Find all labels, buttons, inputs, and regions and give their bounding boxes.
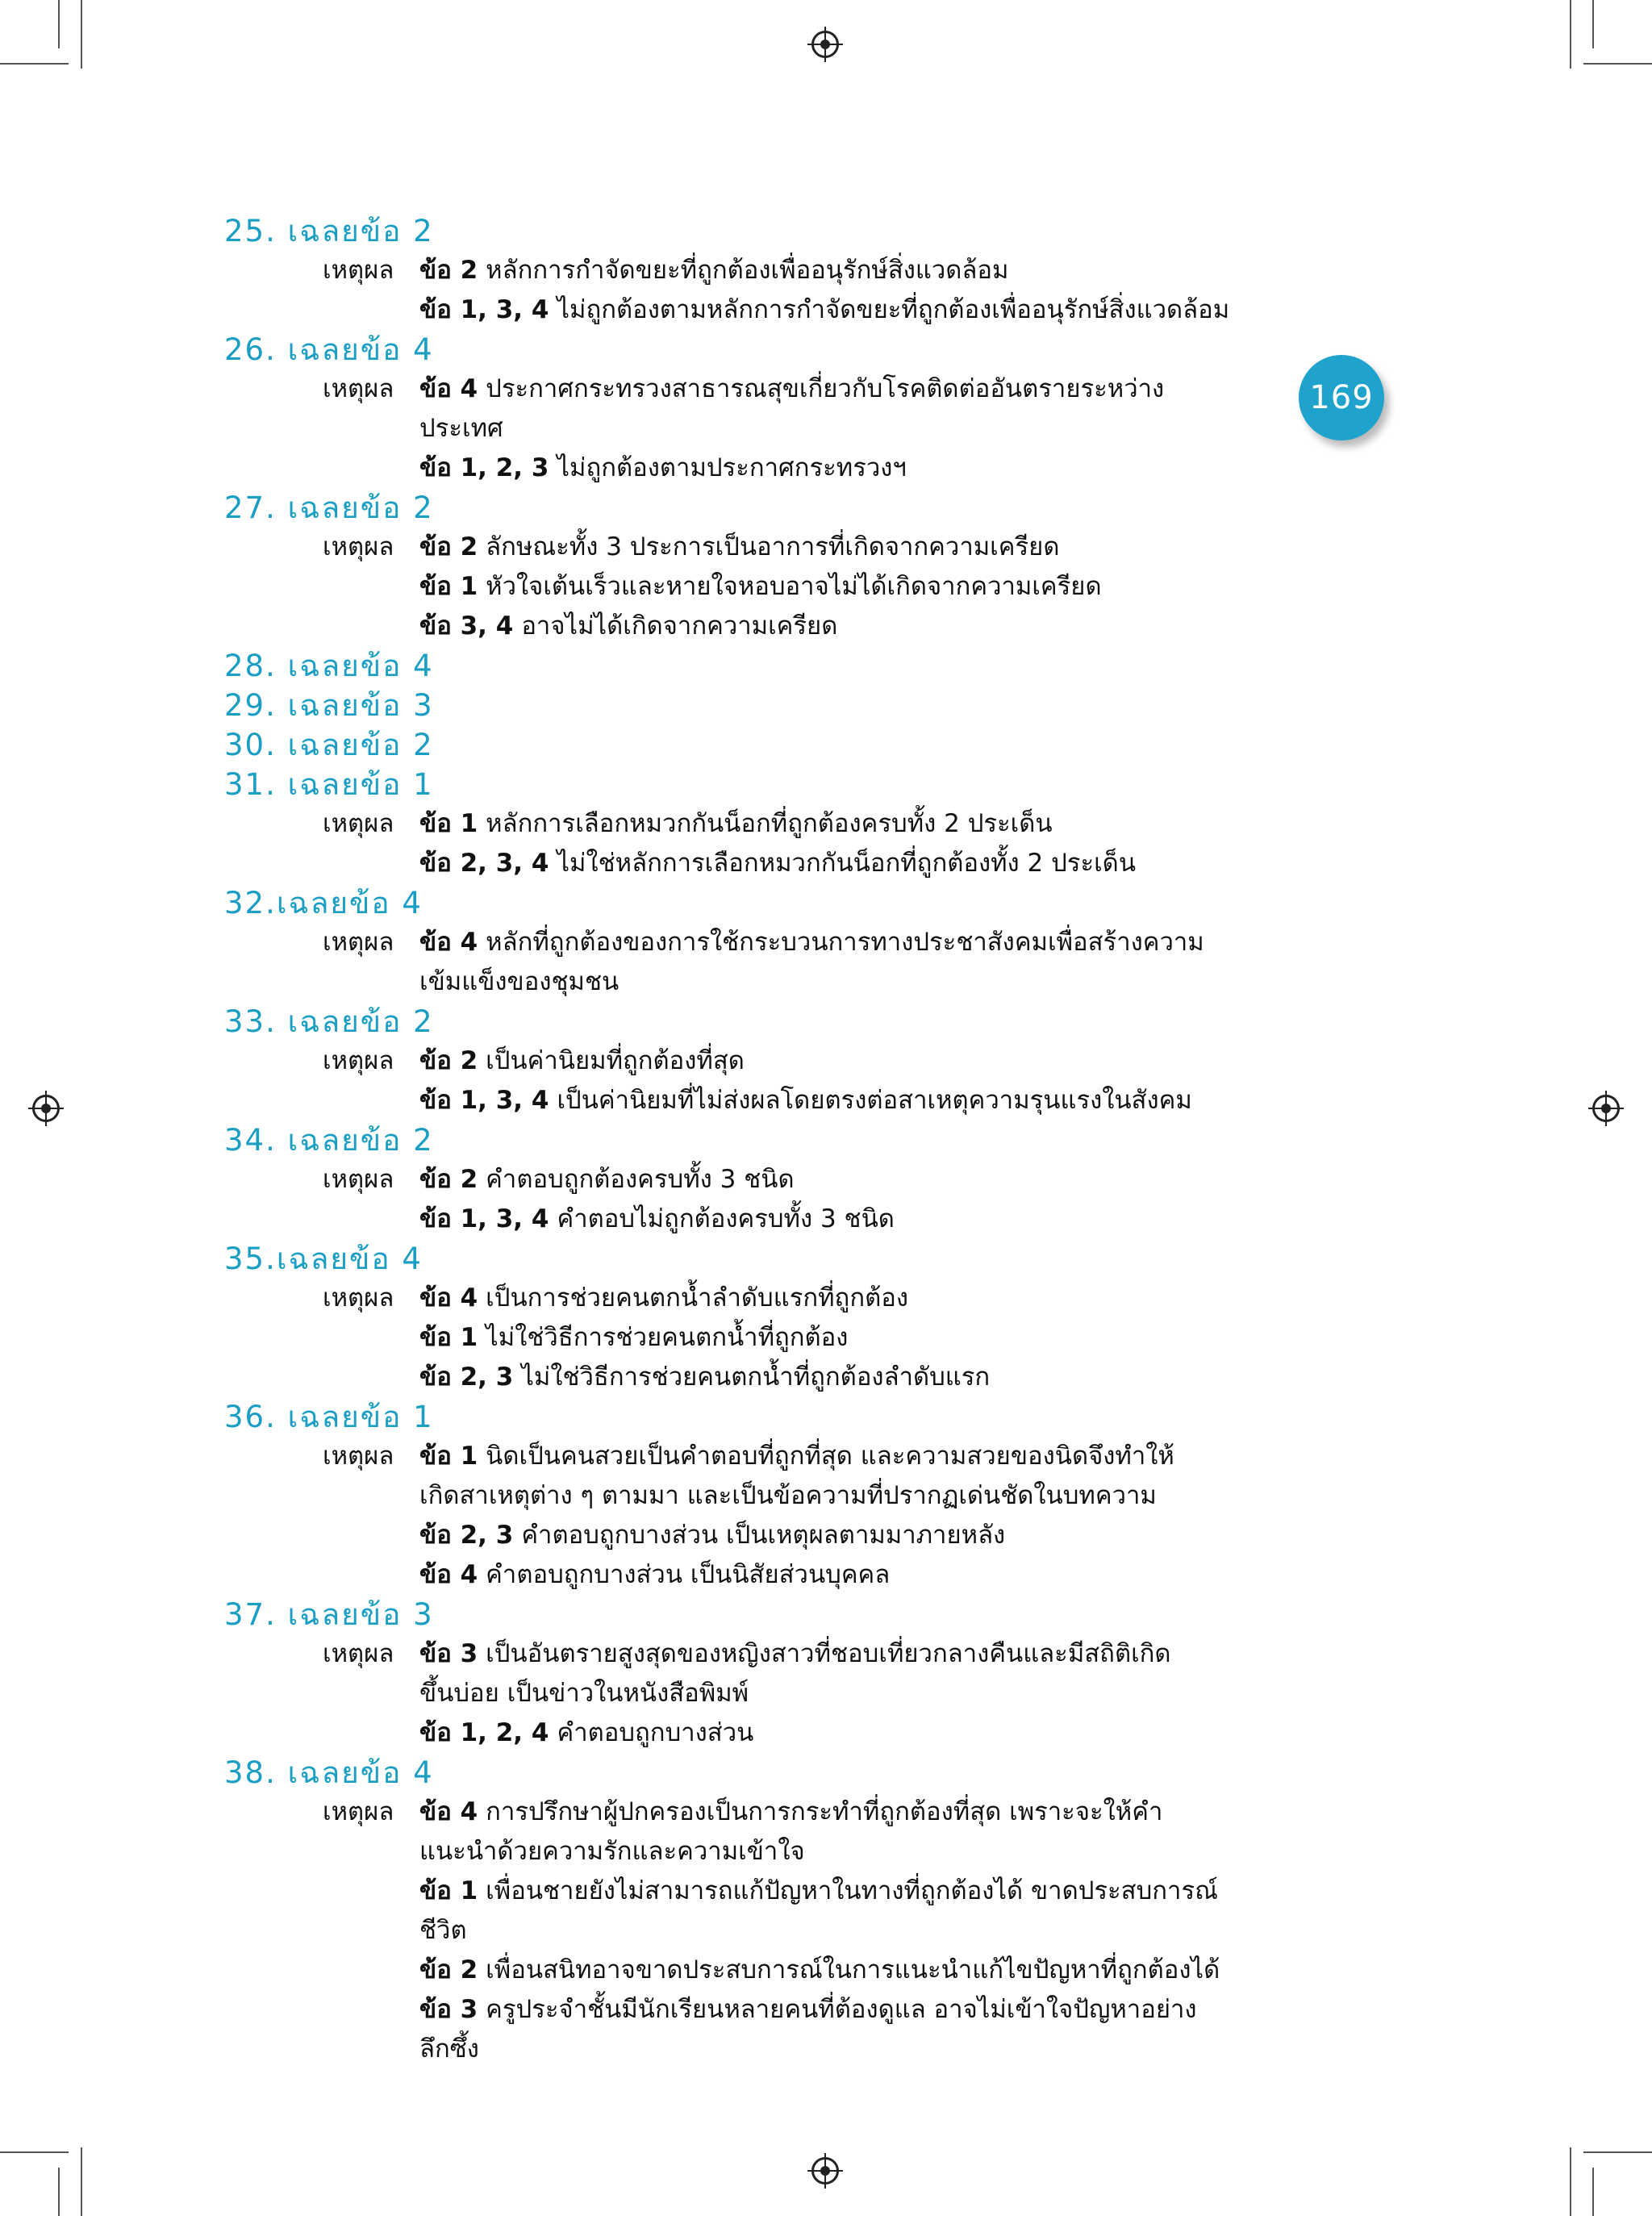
option-label: ข้อ 4	[419, 374, 478, 403]
reason-text: อาจไม่ได้เกิดจากความเครียด	[521, 611, 838, 641]
answer-heading: 32.เฉลยข้อ 4	[224, 886, 423, 920]
reason-line	[419, 923, 1233, 962]
crop-mark	[1583, 2151, 1652, 2153]
reason-text: ไม่ถูกต้องตามหลักการกำจัดขยะที่ถูกต้องเพื่ออนุรักษ์สิ่งแวดล้อม	[557, 295, 1230, 324]
reason-line	[419, 528, 1233, 567]
option-label: ข้อ 3, 4	[419, 611, 514, 641]
option-label: ข้อ 2, 3, 4	[419, 849, 549, 878]
reason-line	[419, 1081, 1233, 1121]
reason-continuation: แนะนำด้วยความรักและความเข้าใจ	[419, 1837, 805, 1866]
answer-heading: 33. เฉลยข้อ 2	[224, 1004, 434, 1039]
answer-heading: 26. เฉลยข้อ 4	[224, 332, 434, 367]
reason-text: เพื่อนสนิทอาจขาดประสบการณ์ในการแนะนำแก้ไขปัญหาที่ถูกต้องได้	[486, 1955, 1220, 1984]
option-label: ข้อ 2	[419, 1165, 478, 1194]
reason-text: เป็นค่านิยมที่ไม่ส่งผลโดยตรงต่อสาเหตุความรุนแรงในสังคม	[557, 1086, 1192, 1115]
crop-mark	[0, 63, 69, 65]
option-label: ข้อ 1, 3, 4	[419, 295, 549, 324]
reason-text: ไม่ใช่วิธีการช่วยคนตกน้ำที่ถูกต้อง	[486, 1323, 849, 1352]
reason-lines	[419, 923, 1233, 1002]
reason-line	[419, 1200, 1233, 1239]
reason-text: เพื่อนชายยังไม่สามารถแก้ปัญหาในทางที่ถูกต้องได้ ขาดประสบการณ์	[486, 1876, 1218, 1905]
answer-item	[224, 1002, 1233, 1121]
reason-text: ไม่ใช่หลักการเลือกหมวกกันน็อกที่ถูกต้องทั้ง 2 ประเด็น	[557, 849, 1137, 878]
reason-line	[419, 1041, 1233, 1081]
answer-item	[224, 765, 1233, 883]
answer-heading: 36. เฉลยข้อ 1	[224, 1400, 434, 1434]
reason-block	[224, 1160, 1233, 1239]
reason-continuation: ประเทศ	[419, 414, 503, 443]
registration-mark-icon	[1592, 1095, 1620, 1122]
reason-block	[224, 923, 1233, 1002]
answer-item	[224, 883, 1233, 1002]
reason-lines	[419, 251, 1233, 330]
crop-mark	[1570, 2147, 1571, 2216]
option-label: ข้อ 1	[419, 1323, 478, 1352]
answer-heading: 27. เฉลยข้อ 2	[224, 490, 434, 525]
reason-lines	[419, 1279, 1233, 1397]
answer-item	[224, 1397, 1233, 1595]
reason-label: เหตุผล	[323, 1046, 394, 1075]
reason-continuation: เข้มแข็งของชุมชน	[419, 967, 620, 996]
reason-line	[419, 1437, 1233, 1476]
option-label: ข้อ 3	[419, 1639, 478, 1668]
reason-label: เหตุผล	[323, 1442, 394, 1471]
reason-label: เหตุผล	[323, 1639, 394, 1668]
reason-text: คำตอบถูกบางส่วน เป็นนิสัยส่วนบุคคล	[486, 1560, 891, 1589]
reason-line	[419, 567, 1233, 607]
answer-item	[224, 211, 1233, 330]
crop-mark	[81, 2147, 82, 2216]
reason-block	[224, 1279, 1233, 1397]
answer-heading: 25. เฉลยข้อ 2	[224, 214, 434, 248]
reason-text: หัวใจเต้นเร็วและหายใจหอบอาจไม่ได้เกิดจากความเครียด	[486, 572, 1102, 601]
option-label: ข้อ 1	[419, 809, 478, 838]
reason-text: ไม่ใช่วิธีการช่วยคนตกน้ำที่ถูกต้องลำดับแรก	[521, 1363, 991, 1392]
answer-item	[224, 330, 1233, 488]
option-label: ข้อ 4	[419, 1560, 478, 1589]
crop-mark	[1570, 0, 1571, 69]
reason-line	[419, 1872, 1233, 1911]
page-number-badge: 169	[1299, 355, 1384, 440]
reason-text: เป็นอันตรายสูงสุดของหญิงสาวที่ชอบเที่ยวกลางคืนและมีสถิติเกิด	[486, 1639, 1171, 1668]
reason-label: เหตุผล	[323, 809, 394, 838]
reason-line	[419, 1279, 1233, 1318]
reason-lines	[419, 804, 1233, 883]
option-label: ข้อ 4	[419, 1283, 478, 1312]
reason-line	[419, 369, 1233, 409]
answer-item	[224, 725, 1233, 765]
reason-text: หลักที่ถูกต้องของการใช้กระบวนการทางประชาสังคมเพื่อสร้างความ	[486, 928, 1204, 957]
option-label: ข้อ 2	[419, 256, 478, 285]
option-label: ข้อ 2	[419, 532, 478, 561]
answer-key	[224, 211, 1233, 2069]
answer-heading: 30. เฉลยข้อ 2	[224, 728, 434, 762]
reason-label: เหตุผล	[323, 928, 394, 957]
crop-mark	[81, 0, 82, 69]
answer-heading: 38. เฉลยข้อ 4	[224, 1755, 434, 1790]
reason-text: หลักการกำจัดขยะที่ถูกต้องเพื่ออนุรักษ์สิ่งแวดล้อม	[486, 256, 1009, 285]
crop-mark	[1592, 2168, 1594, 2216]
reason-text: การปรึกษาผู้ปกครองเป็นการกระทำที่ถูกต้องที่สุด เพราะจะให้คำ	[486, 1797, 1163, 1826]
reason-line	[419, 1792, 1233, 1832]
reason-continuation: ชีวิต	[419, 1916, 467, 1945]
registration-mark-icon	[32, 1095, 60, 1122]
reason-label: เหตุผล	[323, 1165, 394, 1194]
reason-lines	[419, 369, 1233, 488]
reason-text: คำตอบไม่ถูกต้องครบทั้ง 3 ชนิด	[557, 1204, 895, 1233]
answer-heading: 37. เฉลยข้อ 3	[224, 1597, 434, 1632]
reason-block	[224, 1041, 1233, 1121]
option-label: ข้อ 1, 2, 4	[419, 1718, 549, 1747]
reason-line	[419, 1990, 1233, 2030]
reason-lines	[419, 528, 1233, 646]
option-label: ข้อ 1	[419, 1442, 478, 1471]
answer-item	[224, 1239, 1233, 1397]
registration-mark-icon	[811, 2157, 839, 2185]
option-label: ข้อ 2, 3	[419, 1363, 514, 1392]
reason-text: ประกาศกระทรวงสาธารณสุขเกี่ยวกับโรคติดต่ออันตรายระหว่าง	[486, 374, 1165, 403]
reason-text: เป็นค่านิยมที่ถูกต้องที่สุด	[486, 1046, 745, 1075]
reason-label: เหตุผล	[323, 256, 394, 285]
crop-mark	[58, 0, 60, 48]
reason-line	[419, 1318, 1233, 1358]
reason-lines	[419, 1792, 1233, 2069]
reason-text: คำตอบถูกบางส่วน เป็นเหตุผลตามมาภายหลัง	[521, 1521, 1006, 1550]
answer-item	[224, 686, 1233, 725]
reason-text: ลักษณะทั้ง 3 ประการเป็นอาการที่เกิดจากความเครียด	[486, 532, 1060, 561]
crop-mark	[58, 2168, 60, 2216]
option-label: ข้อ 2	[419, 1955, 478, 1984]
option-label: ข้อ 1, 2, 3	[419, 453, 549, 482]
reason-block	[224, 1634, 1233, 1753]
reason-line	[419, 804, 1233, 844]
reason-continuation: ลึกซึ้ง	[419, 2034, 479, 2064]
reason-line	[419, 1358, 1233, 1397]
reason-text: คำตอบถูกบางส่วน	[557, 1718, 754, 1747]
answer-item	[224, 1753, 1233, 2069]
reason-line	[419, 1951, 1233, 1990]
reason-line	[419, 1713, 1233, 1753]
reason-block	[224, 1792, 1233, 2069]
reason-block	[224, 369, 1233, 488]
reason-line	[419, 607, 1233, 646]
reason-line	[419, 1516, 1233, 1555]
option-label: ข้อ 1, 3, 4	[419, 1086, 549, 1115]
reason-text: ไม่ถูกต้องตามประกาศกระทรวงฯ	[557, 453, 907, 482]
crop-mark	[1592, 0, 1594, 48]
reason-block	[224, 251, 1233, 330]
reason-text: ครูประจำชั้นมีนักเรียนหลายคนที่ต้องดูแล อาจไม่เข้าใจปัญหาอย่าง	[486, 1995, 1197, 2024]
answer-item	[224, 488, 1233, 646]
reason-lines	[419, 1634, 1233, 1753]
reason-text: หลักการเลือกหมวกกันน็อกที่ถูกต้องครบทั้ง 2 ประเด็น	[486, 809, 1053, 838]
answer-heading: 31. เฉลยข้อ 1	[224, 767, 434, 802]
reason-text: คำตอบถูกต้องครบทั้ง 3 ชนิด	[486, 1165, 795, 1194]
reason-label: เหตุผล	[323, 1283, 394, 1312]
option-label: ข้อ 1, 3, 4	[419, 1204, 549, 1233]
reason-text: นิดเป็นคนสวยเป็นคำตอบที่ถูกที่สุด และความสวยของนิดจึงทำให้	[486, 1442, 1174, 1471]
reason-line	[419, 449, 1233, 488]
reason-line	[419, 1555, 1233, 1595]
answer-item	[224, 646, 1233, 686]
reason-continuation: เกิดสาเหตุต่าง ๆ ตามมา และเป็นข้อความที่ปรากฏเด่นชัดในบทความ	[419, 1481, 1157, 1510]
answer-heading: 29. เฉลยข้อ 3	[224, 688, 434, 723]
crop-mark	[0, 2151, 69, 2153]
reason-block	[224, 804, 1233, 883]
answer-heading: 28. เฉลยข้อ 4	[224, 649, 434, 683]
reason-label: เหตุผล	[323, 374, 394, 403]
registration-mark-icon	[811, 31, 839, 58]
reason-block	[224, 1437, 1233, 1595]
reason-label: เหตุผล	[323, 532, 394, 561]
option-label: ข้อ 1	[419, 1876, 478, 1905]
option-label: ข้อ 2	[419, 1046, 478, 1075]
answer-item	[224, 1595, 1233, 1753]
option-label: ข้อ 4	[419, 1797, 478, 1826]
reason-label: เหตุผล	[323, 1797, 394, 1826]
reason-lines	[419, 1437, 1233, 1595]
reason-continuation: ขึ้นบ่อย เป็นข่าวในหนังสือพิมพ์	[419, 1679, 749, 1708]
reason-line	[419, 290, 1233, 330]
option-label: ข้อ 2, 3	[419, 1521, 514, 1550]
reason-text: เป็นการช่วยคนตกน้ำลำดับแรกที่ถูกต้อง	[486, 1283, 908, 1312]
answer-item	[224, 1121, 1233, 1239]
option-label: ข้อ 4	[419, 928, 478, 957]
reason-lines	[419, 1160, 1233, 1239]
reason-line	[419, 1160, 1233, 1200]
reason-block	[224, 528, 1233, 646]
reason-lines	[419, 1041, 1233, 1121]
reason-line	[419, 844, 1233, 883]
option-label: ข้อ 1	[419, 572, 478, 601]
reason-line	[419, 251, 1233, 290]
crop-mark	[1583, 63, 1652, 65]
option-label: ข้อ 3	[419, 1995, 478, 2024]
answer-heading: 35.เฉลยข้อ 4	[224, 1242, 423, 1276]
answer-heading: 34. เฉลยข้อ 2	[224, 1123, 434, 1158]
reason-line	[419, 1634, 1233, 1674]
